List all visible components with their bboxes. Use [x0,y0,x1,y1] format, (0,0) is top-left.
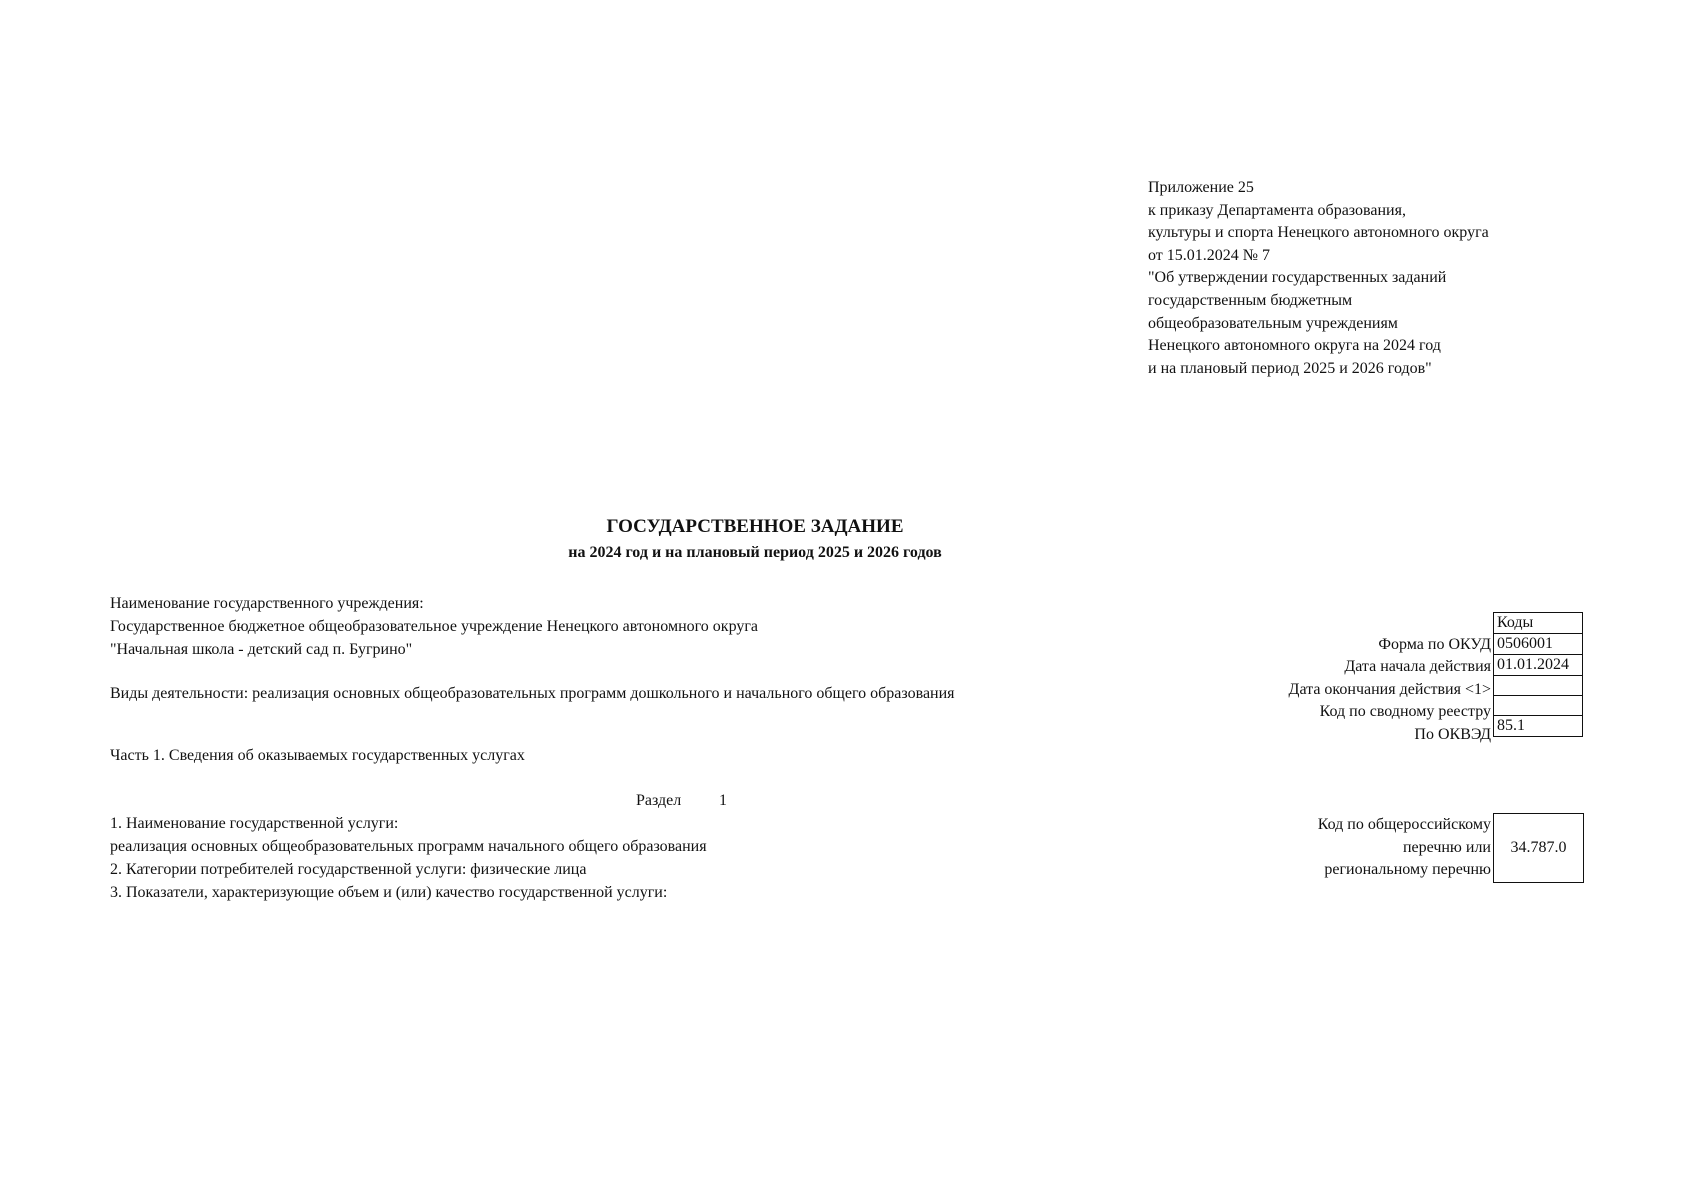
perechen-label-line: региональному перечню [1324,861,1491,879]
appendix-line: культуры и спорта Ненецкого автономного округа [1148,224,1489,242]
end-date-label: Дата окончания действия <1> [1288,680,1491,698]
document-subtitle: на 2024 год и на плановый период 2025 и 2026 годов [568,544,942,561]
start-date-label: Дата начала действия [1344,658,1491,676]
appendix-line: общеобразовательным учреждениям [1148,314,1398,332]
service-name-value: реализация основных общеобразовательных программ начального общего образования [110,838,707,855]
appendix-line: и на плановый период 2025 и 2026 годов" [1148,359,1432,377]
start-date-value: 01.01.2024 [1494,655,1583,676]
appendix-block [1148,177,1489,380]
end-date-value [1494,676,1583,696]
service-name-label: 1. Наименование государственной услуги: [110,815,399,832]
codes-labels [1289,634,1491,746]
appendix-line: Ненецкого автономного округа на 2024 год [1148,337,1441,355]
perechen-labels [1318,814,1491,882]
institution-name-line2: "Начальная школа - детский сад п. Бугрино" [110,641,413,658]
service-indicators: 3. Показатели, характеризующие объем и (или) качество государственной услуги: [110,884,668,901]
institution-name-line1: Государственное бюджетное общеобразовательное учреждение Ненецкого автономного округа [110,618,759,635]
section-label: Раздел [636,792,682,809]
appendix-line: к приказу Департамента образования, [1148,201,1406,219]
part1-heading: Часть 1. Сведения об оказываемых государственных услугах [110,747,525,764]
appendix-line: от 15.01.2024 № 7 [1148,246,1271,264]
perechen-label-line: Код по общероссийскому [1317,816,1491,833]
appendix-line: Приложение 25 [1148,179,1254,196]
registry-code-value [1494,696,1583,716]
okud-value: 0506001 [1494,634,1583,655]
okved-value: 85.1 [1494,716,1583,737]
registry-code-label: Код по сводному реестру [1319,703,1491,721]
institution-label: Наименование государственного учреждения: [110,595,424,612]
service-consumers: 2. Категории потребителей государственной услуги: физические лица [110,861,587,878]
appendix-line: "Об утверждении государственных заданий [1148,269,1447,287]
activities-text: Виды деятельности: реализация основных общеобразовательных программ дошкольного и начального общего образования [110,685,955,702]
codes-table [1493,612,1583,737]
okved-label: По ОКВЭД [1414,725,1491,743]
perechen-label-line: перечню или [1402,838,1491,856]
okud-label: Форма по ОКУД [1378,636,1491,653]
appendix-line: государственным бюджетным [1148,291,1353,309]
document-title: ГОСУДАРСТВЕННОЕ ЗАДАНИЕ [606,516,904,537]
section-number: 1 [719,792,727,809]
perechen-code-box: 34.787.0 [1493,813,1584,883]
codes-header: Коды [1494,613,1583,634]
